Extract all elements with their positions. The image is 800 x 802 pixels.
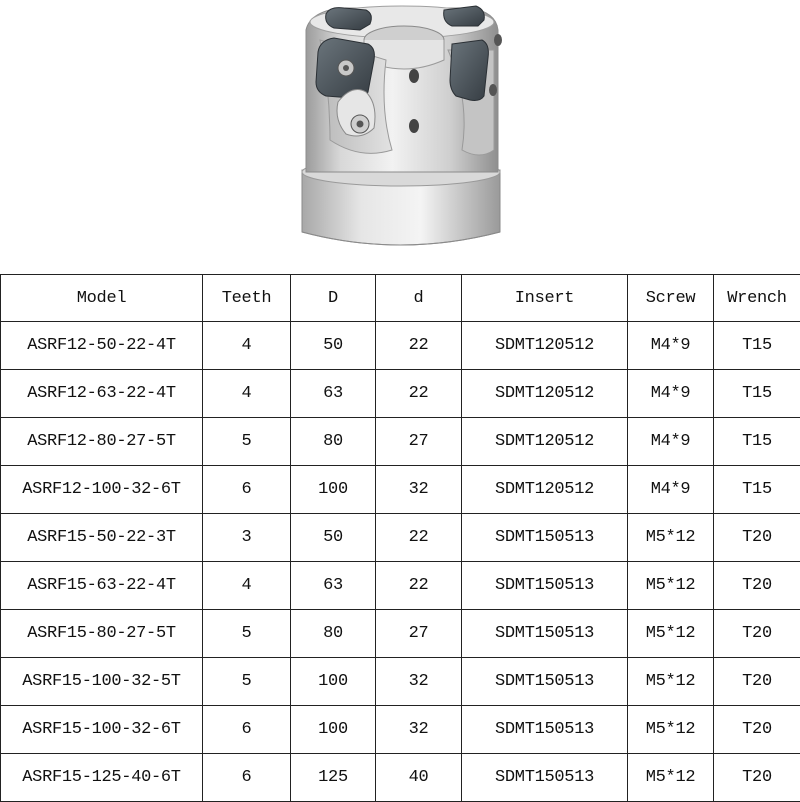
cell-teeth: 3 xyxy=(203,514,291,562)
cell-insert: SDMT150513 xyxy=(462,562,628,610)
cell-teeth: 5 xyxy=(203,418,291,466)
cell-d-large: 100 xyxy=(291,658,376,706)
cell-model: ASRF15-100-32-5T xyxy=(1,658,203,706)
cell-teeth: 5 xyxy=(203,610,291,658)
cell-insert: SDMT150513 xyxy=(462,706,628,754)
product-photo xyxy=(0,0,800,272)
cell-teeth: 4 xyxy=(203,322,291,370)
cell-d-large: 100 xyxy=(291,466,376,514)
cell-insert: SDMT120512 xyxy=(462,466,628,514)
cell-teeth: 4 xyxy=(203,370,291,418)
table-row xyxy=(1,562,800,610)
cell-d-small: 22 xyxy=(376,370,462,418)
table-row xyxy=(1,370,800,418)
cell-model: ASRF15-50-22-3T xyxy=(1,514,203,562)
cell-d-large: 100 xyxy=(291,706,376,754)
cell-wrench: T20 xyxy=(714,706,800,754)
cell-teeth: 4 xyxy=(203,562,291,610)
cell-wrench: T15 xyxy=(714,466,800,514)
column-header-screw: Screw xyxy=(628,275,714,322)
cell-wrench: T15 xyxy=(714,322,800,370)
cell-d-small: 22 xyxy=(376,514,462,562)
table-row xyxy=(1,706,800,754)
cell-d-small: 32 xyxy=(376,658,462,706)
cell-screw: M4*9 xyxy=(628,322,714,370)
cell-teeth: 5 xyxy=(203,658,291,706)
column-header-model: Model xyxy=(1,275,203,322)
cell-insert: SDMT120512 xyxy=(462,370,628,418)
column-header-insert: Insert xyxy=(462,275,628,322)
cell-screw: M4*9 xyxy=(628,370,714,418)
cell-insert: SDMT150513 xyxy=(462,610,628,658)
cell-screw: M4*9 xyxy=(628,418,714,466)
cell-screw: M5*12 xyxy=(628,562,714,610)
cell-wrench: T15 xyxy=(714,370,800,418)
cell-model: ASRF15-100-32-6T xyxy=(1,706,203,754)
table-header-row xyxy=(1,275,800,322)
cell-d-large: 50 xyxy=(291,322,376,370)
cell-insert: SDMT120512 xyxy=(462,322,628,370)
cell-model: ASRF15-63-22-4T xyxy=(1,562,203,610)
cell-d-small: 27 xyxy=(376,610,462,658)
cell-screw: M5*12 xyxy=(628,610,714,658)
cell-screw: M4*9 xyxy=(628,466,714,514)
cell-teeth: 6 xyxy=(203,466,291,514)
cell-screw: M5*12 xyxy=(628,754,714,802)
table-body xyxy=(1,322,800,802)
cell-wrench: T20 xyxy=(714,754,800,802)
cell-d-large: 50 xyxy=(291,514,376,562)
cell-d-small: 32 xyxy=(376,706,462,754)
column-header-d-small: d xyxy=(376,275,462,322)
cell-insert: SDMT150513 xyxy=(462,754,628,802)
table-row xyxy=(1,610,800,658)
cell-insert: SDMT120512 xyxy=(462,418,628,466)
cell-screw: M5*12 xyxy=(628,514,714,562)
cell-model: ASRF12-80-27-5T xyxy=(1,418,203,466)
column-header-d-large: D xyxy=(291,275,376,322)
column-header-wrench: Wrench xyxy=(714,275,800,322)
cell-d-large: 63 xyxy=(291,370,376,418)
cell-model: ASRF15-125-40-6T xyxy=(1,754,203,802)
cell-teeth: 6 xyxy=(203,754,291,802)
cell-d-large: 80 xyxy=(291,418,376,466)
cell-insert: SDMT150513 xyxy=(462,514,628,562)
cell-screw: M5*12 xyxy=(628,658,714,706)
cell-d-small: 22 xyxy=(376,562,462,610)
cell-wrench: T20 xyxy=(714,610,800,658)
cell-model: ASRF12-63-22-4T xyxy=(1,370,203,418)
cell-d-small: 27 xyxy=(376,418,462,466)
table-row xyxy=(1,754,800,802)
table-row xyxy=(1,418,800,466)
cell-d-large: 80 xyxy=(291,610,376,658)
cell-model: ASRF15-80-27-5T xyxy=(1,610,203,658)
cell-wrench: T15 xyxy=(714,418,800,466)
table-row xyxy=(1,514,800,562)
cell-screw: M5*12 xyxy=(628,706,714,754)
table-row xyxy=(1,322,800,370)
cell-wrench: T20 xyxy=(714,658,800,706)
cell-d-large: 63 xyxy=(291,562,376,610)
milling-cutter-image xyxy=(0,0,800,272)
cell-d-small: 22 xyxy=(376,322,462,370)
cell-insert: SDMT150513 xyxy=(462,658,628,706)
cell-d-small: 40 xyxy=(376,754,462,802)
cell-d-large: 125 xyxy=(291,754,376,802)
column-header-teeth: Teeth xyxy=(203,275,291,322)
cell-model: ASRF12-50-22-4T xyxy=(1,322,203,370)
table-row xyxy=(1,658,800,706)
table-row xyxy=(1,466,800,514)
cell-teeth: 6 xyxy=(203,706,291,754)
cell-model: ASRF12-100-32-6T xyxy=(1,466,203,514)
cell-wrench: T20 xyxy=(714,562,800,610)
spec-table xyxy=(0,274,800,802)
cell-d-small: 32 xyxy=(376,466,462,514)
cell-wrench: T20 xyxy=(714,514,800,562)
